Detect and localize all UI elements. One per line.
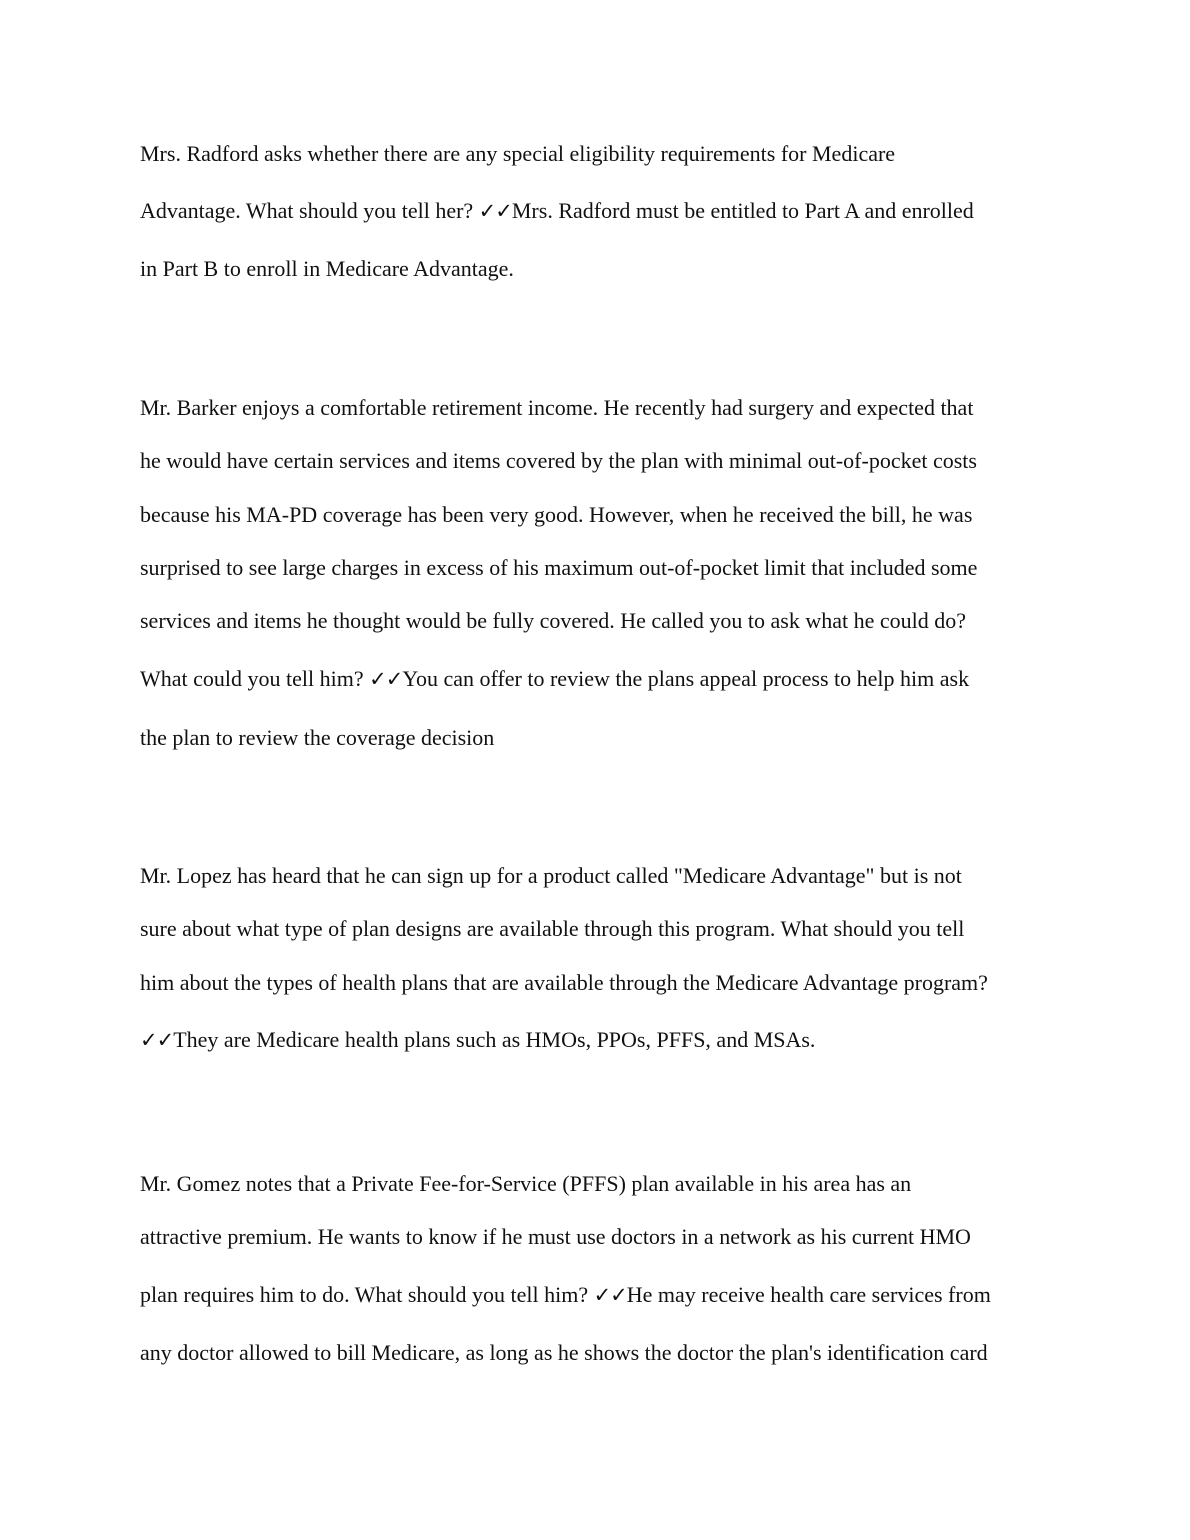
text-line: sure about what type of plan designs are available through this program. What should you tell [140,916,965,941]
text-line: Mr. Gomez notes that a Private Fee-for-Service (PFFS) plan available in his area has an [140,1171,912,1196]
text-line [140,1282,991,1308]
answer-text: He may receive health care services from [626,1282,991,1307]
text-line [140,1027,815,1053]
question-text: What could you tell him? [140,666,370,691]
text-line: attractive premium. He wants to know if he must use doctors in a network as his current HMO [140,1224,971,1249]
text-line [140,666,969,692]
answer-text: Mrs. Radford must be entitled to Part A and enrolled [511,198,974,223]
text-line: Mr. Barker enjoys a comfortable retirement income. He recently had surgery and expected that [140,395,974,420]
text-line: he would have certain services and items covered by the plan with minimal out-of-pocket costs [140,448,977,473]
answer-text: You can offer to review the plans appeal process to help him ask [402,666,970,691]
check-mark-icon: ✓✓ [593,1283,627,1307]
text-line: services and items he thought would be fully covered. He called you to ask what he could do? [140,608,966,633]
answer-text: They are Medicare health plans such as HMOs, PPOs, PFFS, and MSAs. [173,1027,816,1052]
check-mark-icon: ✓✓ [369,667,403,691]
text-line: surprised to see large charges in excess of his maximum out-of-pocket limit that included some [140,555,978,580]
question-text: plan requires him to do. What should you tell him? [140,1282,594,1307]
question-text: Advantage. What should you tell her? [140,198,479,223]
text-line: the plan to review the coverage decision [140,725,495,750]
text-line: Mr. Lopez has heard that he can sign up for a product called "Medicare Advantage" but is not [140,863,962,888]
check-mark-icon: ✓✓ [140,1028,174,1052]
text-line: Mrs. Radford asks whether there are any special eligibility requirements for Medicare [140,141,896,166]
text-line: because his MA-PD coverage has been very good. However, when he received the bill, he was [140,502,973,527]
text-line: any doctor allowed to bill Medicare, as long as he shows the doctor the plan's identification card [140,1340,988,1365]
text-line [140,198,974,224]
text-line: in Part B to enroll in Medicare Advantage. [140,256,514,281]
text-line: him about the types of health plans that are available through the Medicare Advantage program? [140,970,988,995]
check-mark-icon: ✓✓ [478,199,512,223]
